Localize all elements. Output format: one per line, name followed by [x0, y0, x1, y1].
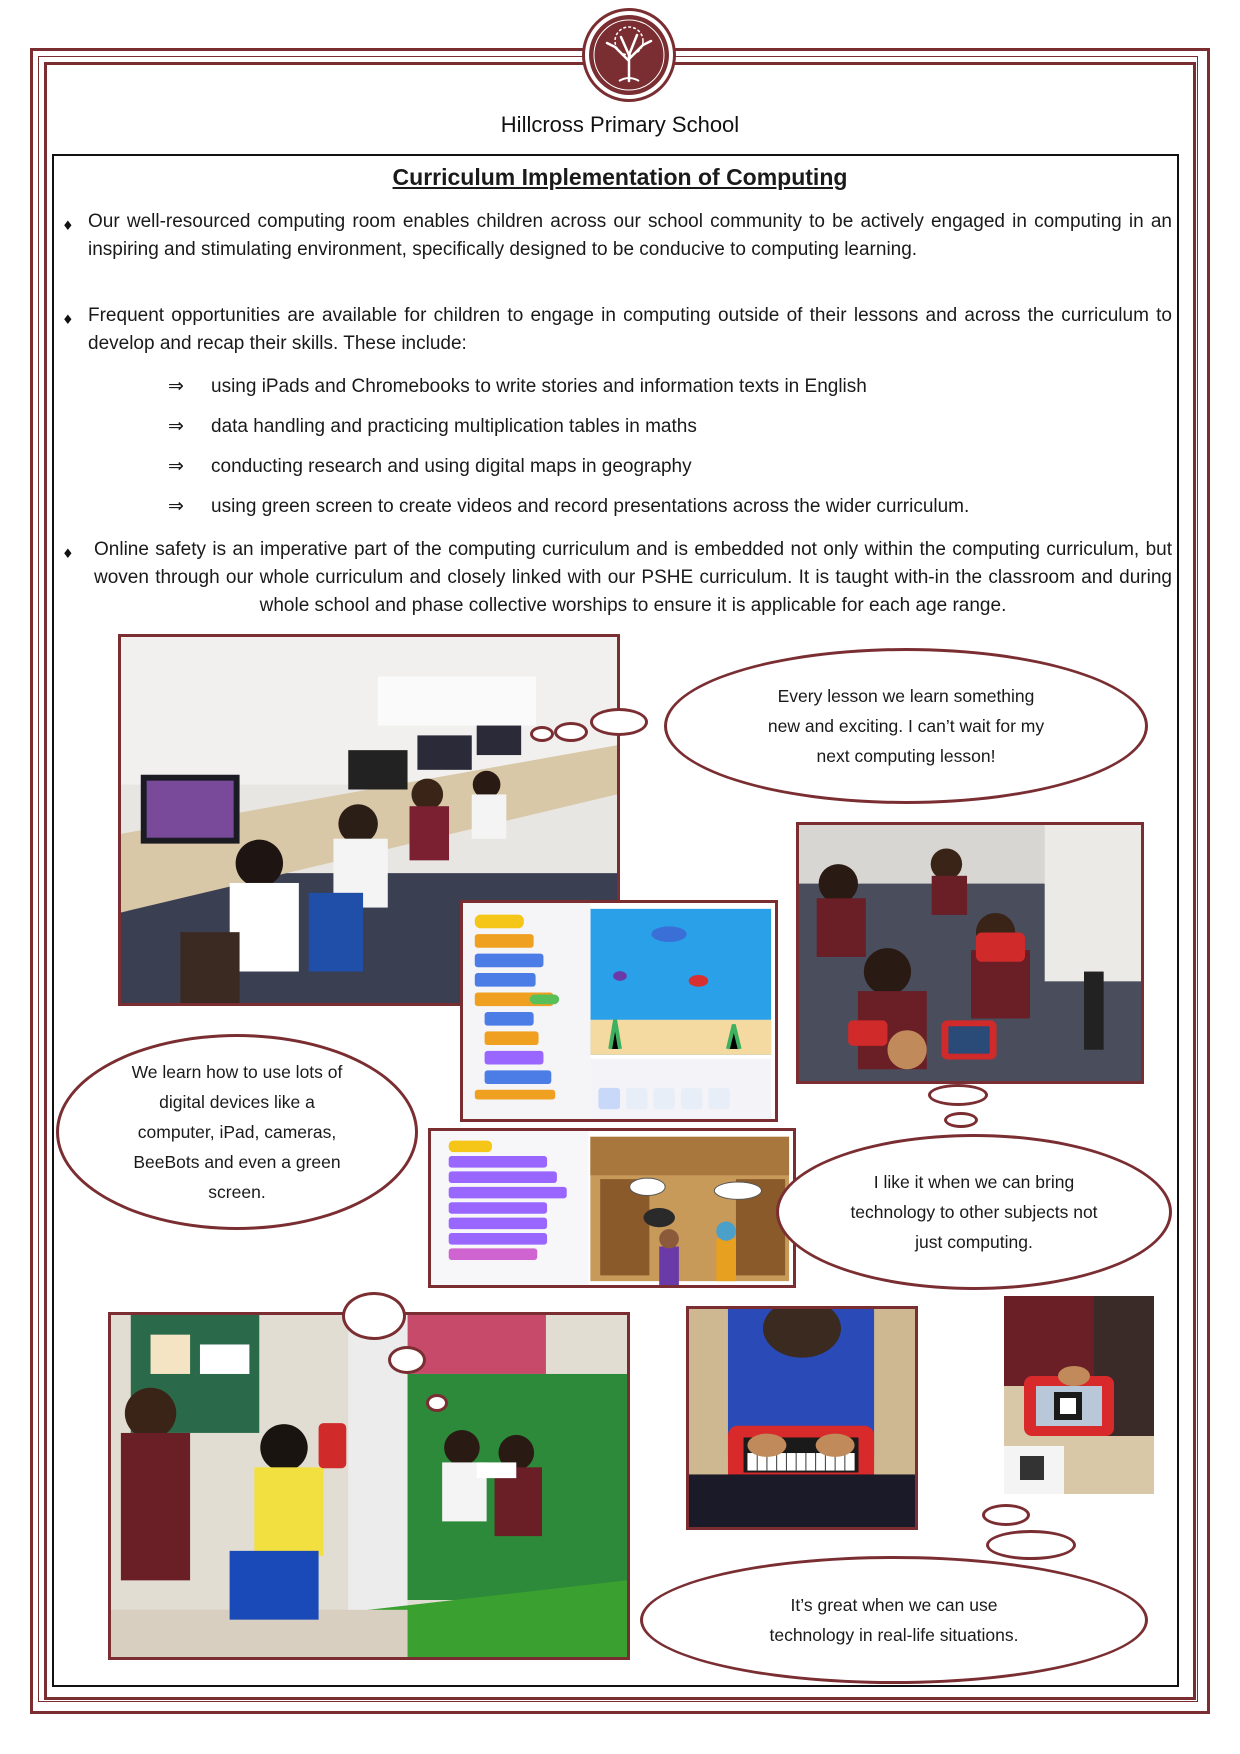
- list-item: ⇒ using iPads and Chromebooks to write stories and information texts in English: [168, 373, 867, 401]
- bullet-diamond-icon: ♦: [62, 547, 74, 562]
- paragraph-opportunities: Frequent opportunities are available for children to engage in computing outside of their lessons and across the curriculum to develop and recap their skills. These include:: [88, 305, 1172, 354]
- school-crest-logo: [582, 8, 676, 102]
- photo-ipad-piano: [686, 1306, 918, 1530]
- thought-dot: [944, 1112, 978, 1128]
- thought-dot: [982, 1504, 1030, 1526]
- photo-qr-scanning: [1004, 1296, 1154, 1494]
- thought-bubble-real-life: It’s great when we can use technology in real-life situations.: [640, 1556, 1148, 1684]
- thought-dot: [530, 726, 554, 742]
- paragraph-computing-room: Our well-resourced computing room enables children across our school community to be actively engaged in computing in an inspiring and stimulating environment, specifically designed to be conducive to computing learning.: [88, 211, 1172, 260]
- bullet-diamond-icon: ♦: [62, 313, 74, 328]
- thought-bubble-subjects: I like it when we can bring technology to other subjects not just computing.: [776, 1134, 1172, 1290]
- photo-scratch-story: [428, 1128, 796, 1288]
- photo-children-tablets: [796, 822, 1144, 1084]
- page-title: Curriculum Implementation of Computing: [392, 164, 848, 190]
- school-name: Hillcross Primary School: [500, 112, 740, 137]
- thought-bubble-lesson: Every lesson we learn something new and exciting. I can’t wait for my next computing lesson!: [664, 648, 1148, 804]
- thought-bubble-devices: We learn how to use lots of digital devices like a computer, iPad, cameras, BeeBots and even a green screen.: [56, 1034, 418, 1230]
- thought-dot: [554, 722, 588, 742]
- bullet-diamond-icon: ♦: [62, 219, 74, 234]
- photo-scratch-aquarium: [460, 900, 778, 1122]
- list-item: ⇒ data handling and practicing multiplication tables in maths: [168, 413, 697, 441]
- thought-dot: [590, 708, 648, 736]
- double-arrow-icon: ⇒: [168, 416, 184, 437]
- list-item: ⇒ conducting research and using digital maps in geography: [168, 453, 692, 481]
- thought-dot: [342, 1292, 406, 1340]
- thought-dot: [426, 1394, 448, 1412]
- thought-dot: [986, 1530, 1076, 1560]
- list-item: ⇒ using green screen to create videos and record presentations across the wider curriculum.: [168, 493, 969, 521]
- photo-green-screen: [108, 1312, 630, 1660]
- double-arrow-icon: ⇒: [168, 496, 184, 517]
- thought-dot: [388, 1346, 426, 1374]
- double-arrow-icon: ⇒: [168, 456, 184, 477]
- paragraph-online-safety: Online safety is an imperative part of the computing curriculum and is embedded not only within the computing curriculum, but woven through our whole curriculum and closely linked with our PSHE curriculum. It is taught with-in the classroom and during whole school and phase collective worships to ensure it is applicable for each age range.: [94, 539, 1172, 616]
- thought-dot: [928, 1084, 988, 1106]
- double-arrow-icon: ⇒: [168, 376, 184, 397]
